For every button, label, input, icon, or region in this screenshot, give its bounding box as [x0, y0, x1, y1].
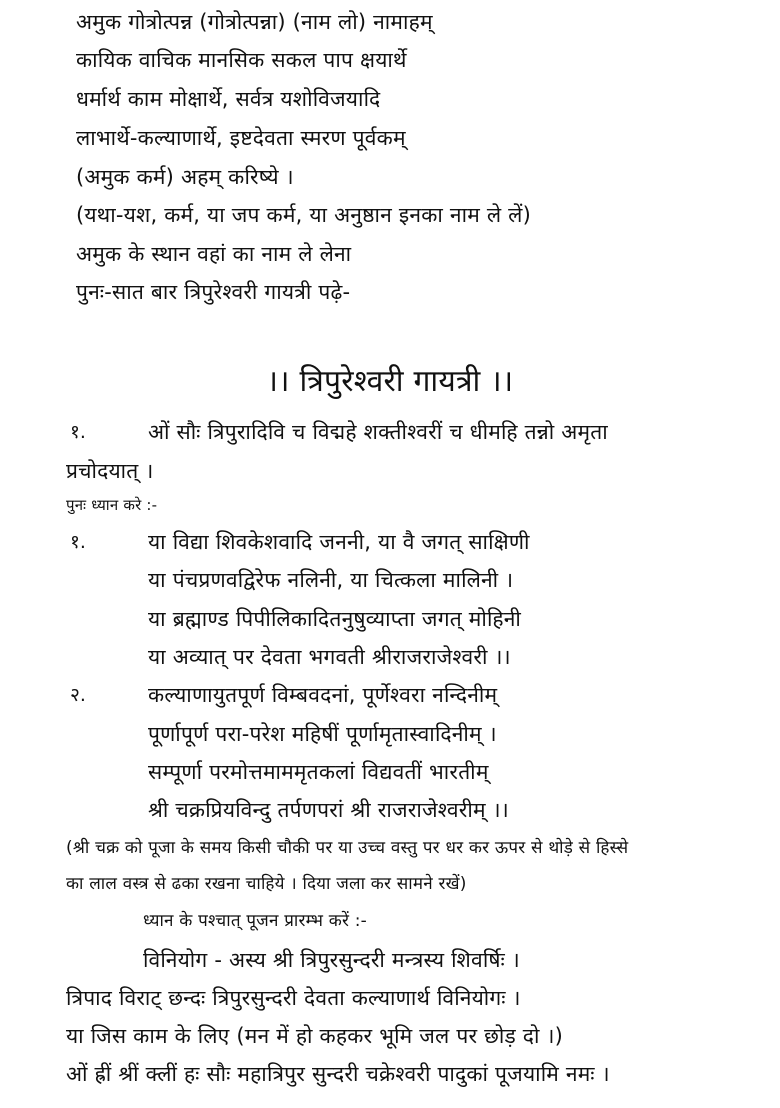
gayatri-line: ओं सौः त्रिपुरादिवि च विद्महे शक्तीश्वरीं च धीमहि तन्नो अमृता: [148, 420, 608, 444]
gayatri-line: प्रचोदयात् ।: [66, 459, 154, 483]
verse-line: श्री चक्रप्रियविन्दु तर्पणपरां श्री राजराजेश्वरीम् ।।: [148, 798, 509, 822]
intro-line: पुनः-सात बार त्रिपुरेश्वरी गायत्री पढ़े-: [76, 280, 351, 304]
intro-line: (यथा-यश, कर्म, या जप कर्म, या अनुष्ठान इनका नाम ले लें): [76, 203, 531, 227]
verse-line: या ब्रह्माण्ड पिपीलिकादितनुषुव्याप्ता जगत् मोहिनी: [148, 607, 522, 631]
intro-line: धर्मार्थ काम मोक्षार्थे, सर्वत्र यशोविजयादि: [76, 87, 381, 111]
verse-line: सम्पूर्णा परमोत्तमाममृतकलां विद्यवतीं भारतीम्: [148, 760, 489, 784]
viniyog-line: त्रिपाद विराट् छन्दः त्रिपुरसुन्दरी देवता कल्याणार्थ विनियोगः ।: [66, 986, 521, 1010]
intro-line: लाभार्थे-कल्याणार्थे, इष्टदेवता स्मरण पूर्वकम्: [76, 126, 406, 150]
intro-line: अमुक गोत्रोत्पन्न (गोत्रोत्पन्ना) (नाम लो) नामाहम्: [76, 10, 433, 34]
section-title: ।। त्रिपुरेश्वरी गायत्री ।।: [266, 364, 514, 399]
verse-line: पूर्णापूर्ण परा-परेश महिषीं पूर्णामृतास्वादिनीम् ।: [148, 722, 497, 746]
verse-number: १.: [70, 421, 86, 443]
pujan-instruction: ध्यान के पश्चात् पूजन प्रारम्भ करें :-: [143, 911, 367, 931]
verse-line: या विद्या शिवकेशवादि जननी, या वै जगत् साक्षिणी: [148, 530, 530, 554]
dhyan-instruction: पुनः ध्यान करे :-: [66, 496, 158, 514]
note-line: (श्री चक्र को पूजा के समय किसी चौकी पर या उच्च वस्तु पर धर कर ऊपर से थोड़े से हिस्से: [66, 838, 629, 858]
verse-number: १.: [70, 531, 86, 553]
viniyog-line: या जिस काम के लिए (मन में हो कहकर भूमि जल पर छोड़ दो ।): [66, 1024, 564, 1048]
viniyog-line: विनियोग - अस्य श्री त्रिपुरसुन्दरी मन्त्रस्य शिवर्षिः ।: [143, 948, 520, 972]
intro-line: कायिक वाचिक मानसिक सकल पाप क्षयार्थे: [76, 48, 407, 72]
intro-line: (अमुक कर्म) अहम् करिष्ये ।: [76, 165, 294, 189]
intro-line: अमुक के स्थान वहां का नाम ले लेना: [76, 242, 352, 266]
verse-number: २.: [70, 684, 86, 706]
verse-line: या अव्यात् पर देवता भगवती श्रीराजराजेश्वरी ।।: [148, 645, 511, 669]
viniyog-line: ओं ह्रीं श्रीं क्लीं हः सौः महात्रिपुर सुन्दरी चक्रेश्वरी पादुकां पूजयामि नमः ।: [66, 1062, 610, 1086]
verse-line: कल्याणायुतपूर्ण विम्बवदनां, पूर्णेश्वरा नन्दिनीम्: [148, 683, 498, 707]
note-line: का लाल वस्त्र से ढका रखना चाहिये । दिया जला कर सामने रखें): [66, 874, 467, 894]
verse-line: या पंचप्रणवद्विरेफ नलिनी, या चित्कला मालिनी ।: [148, 568, 514, 592]
